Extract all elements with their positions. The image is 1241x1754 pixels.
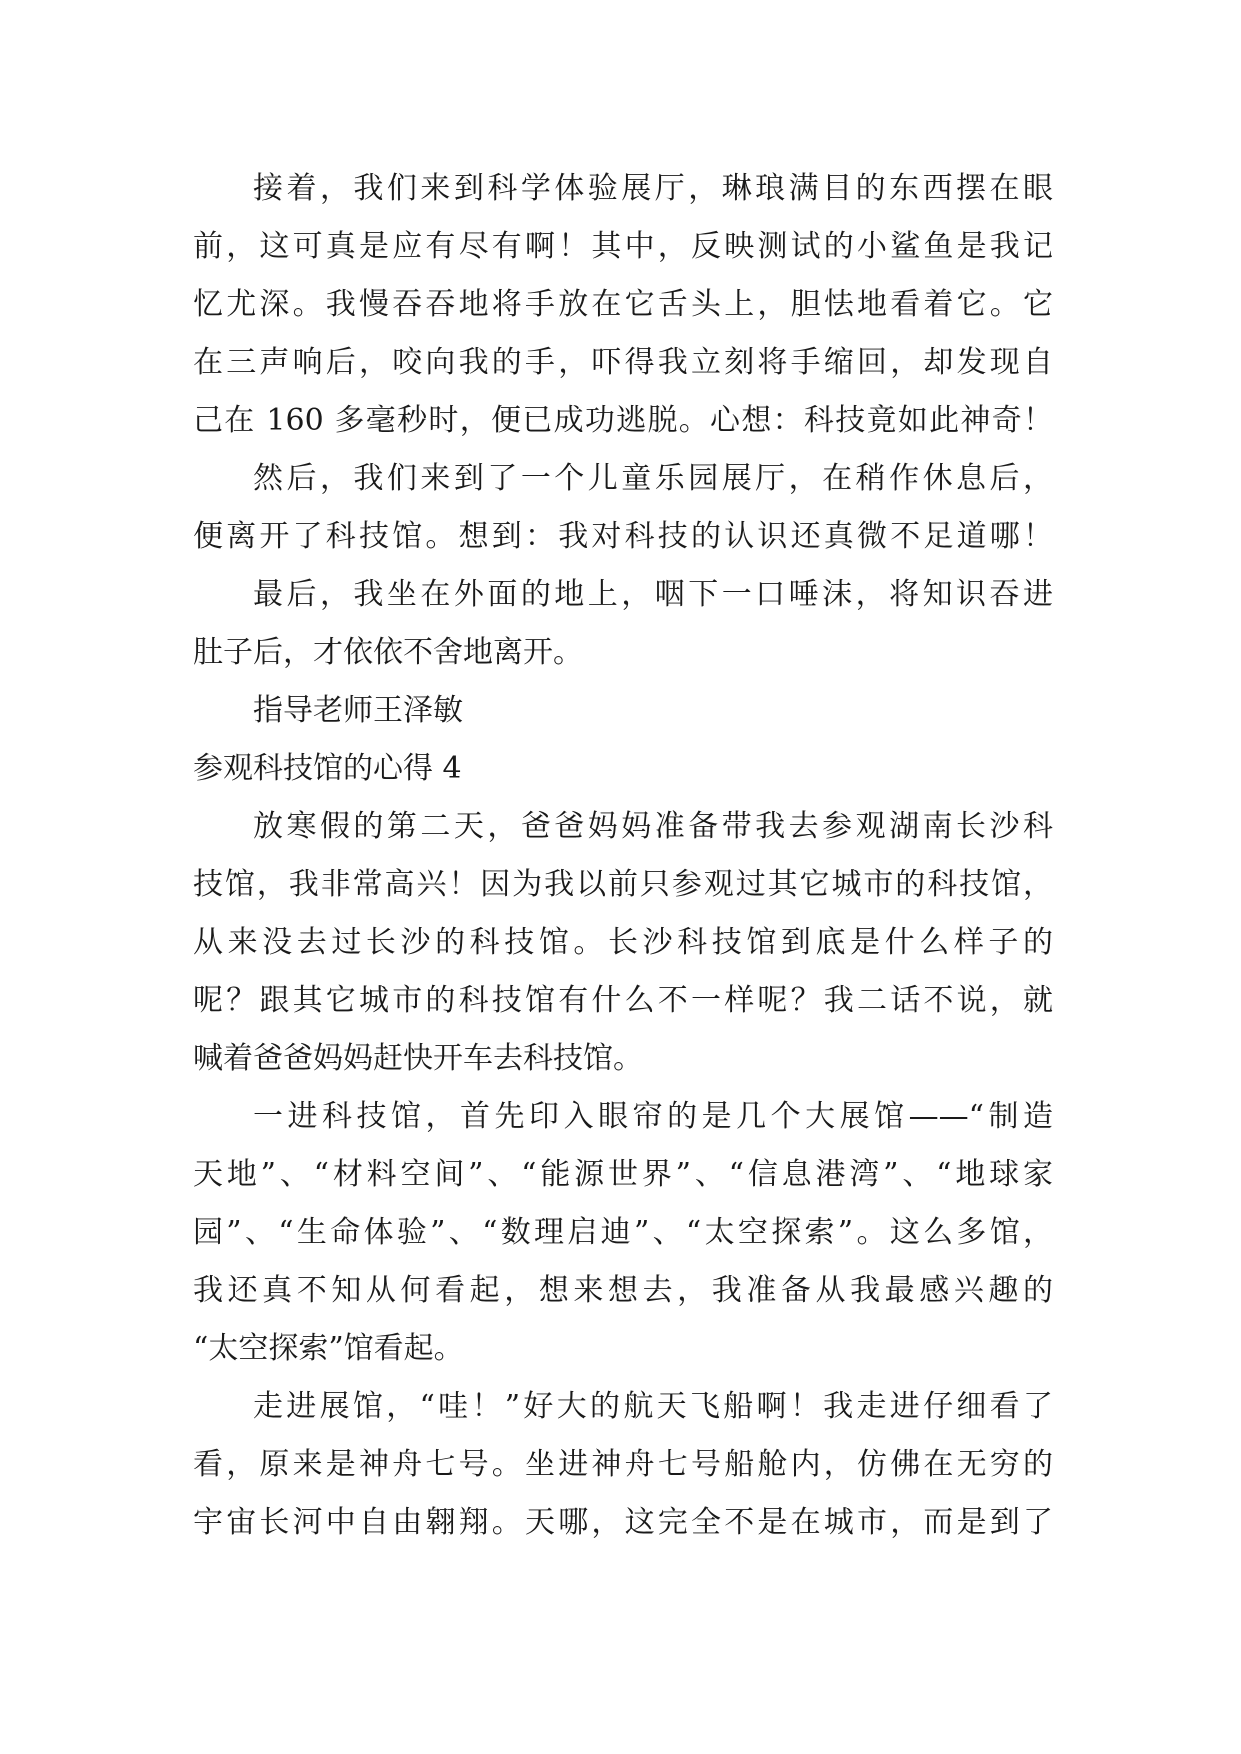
paragraph-line: 忆尤深。我慢吞吞地将手放在它舌头上，胆怯地看着它。它 <box>193 287 1053 322</box>
teacher-line: 指导老师王泽敏 <box>253 693 463 728</box>
paragraph-line: 喊着爸爸妈妈赶快开车去科技馆。 <box>193 1041 643 1076</box>
section-title: 参观科技馆的心得 4 <box>193 751 462 786</box>
paragraph-line: 走进展馆，“哇！”好大的航天飞船啊！我走进仔细看了 <box>253 1389 1053 1424</box>
paragraph-line: 从来没去过长沙的科技馆。长沙科技馆到底是什么样子的 <box>193 925 1053 960</box>
paragraph-line: 前，这可真是应有尽有啊！其中，反映测试的小鲨鱼是我记 <box>193 229 1053 264</box>
paragraph-line: 技馆，我非常高兴！因为我以前只参观过其它城市的科技馆， <box>193 867 1053 902</box>
paragraph-line: 放寒假的第二天，爸爸妈妈准备带我去参观湖南长沙科 <box>253 809 1053 844</box>
body-text <box>193 160 1053 1552</box>
paragraph-line: 然后，我们来到了一个儿童乐园展厅，在稍作休息后， <box>253 461 1053 496</box>
paragraph-line: 最后，我坐在外面的地上，咽下一口唾沫，将知识吞进 <box>253 577 1053 612</box>
paragraph-line: 在三声响后，咬向我的手，吓得我立刻将手缩回，却发现自 <box>193 345 1053 380</box>
paragraph-line: 肚子后，才依依不舍地离开。 <box>193 635 583 670</box>
paragraph-line: 便离开了科技馆。想到：我对科技的认识还真微不足道哪！ <box>193 519 1053 554</box>
paragraph-line: 接着，我们来到科学体验展厅，琳琅满目的东西摆在眼 <box>253 171 1053 206</box>
paragraph-line: 我还真不知从何看起，想来想去，我准备从我最感兴趣的 <box>193 1273 1053 1308</box>
paragraph-line: 天地”、“材料空间”、“能源世界”、“信息港湾”、“地球家 <box>193 1157 1053 1192</box>
paragraph-line: 园”、“生命体验”、“数理启迪”、“太空探索”。这么多馆， <box>193 1215 1053 1250</box>
paragraph-line: 己在 160 多毫秒时，便已成功逃脱。心想：科技竟如此神奇！ <box>193 403 1053 438</box>
paragraph-line: 呢？跟其它城市的科技馆有什么不一样呢？我二话不说，就 <box>193 983 1053 1018</box>
paragraph-line: “太空探索”馆看起。 <box>193 1331 464 1366</box>
paragraph-line: 一进科技馆，首先印入眼帘的是几个大展馆——“制造 <box>253 1099 1053 1134</box>
paragraph-line: 宇宙长河中自由翱翔。天哪，这完全不是在城市，而是到了 <box>193 1505 1053 1540</box>
paragraph-line: 看，原来是神舟七号。坐进神舟七号船舱内，仿佛在无穷的 <box>193 1447 1053 1482</box>
